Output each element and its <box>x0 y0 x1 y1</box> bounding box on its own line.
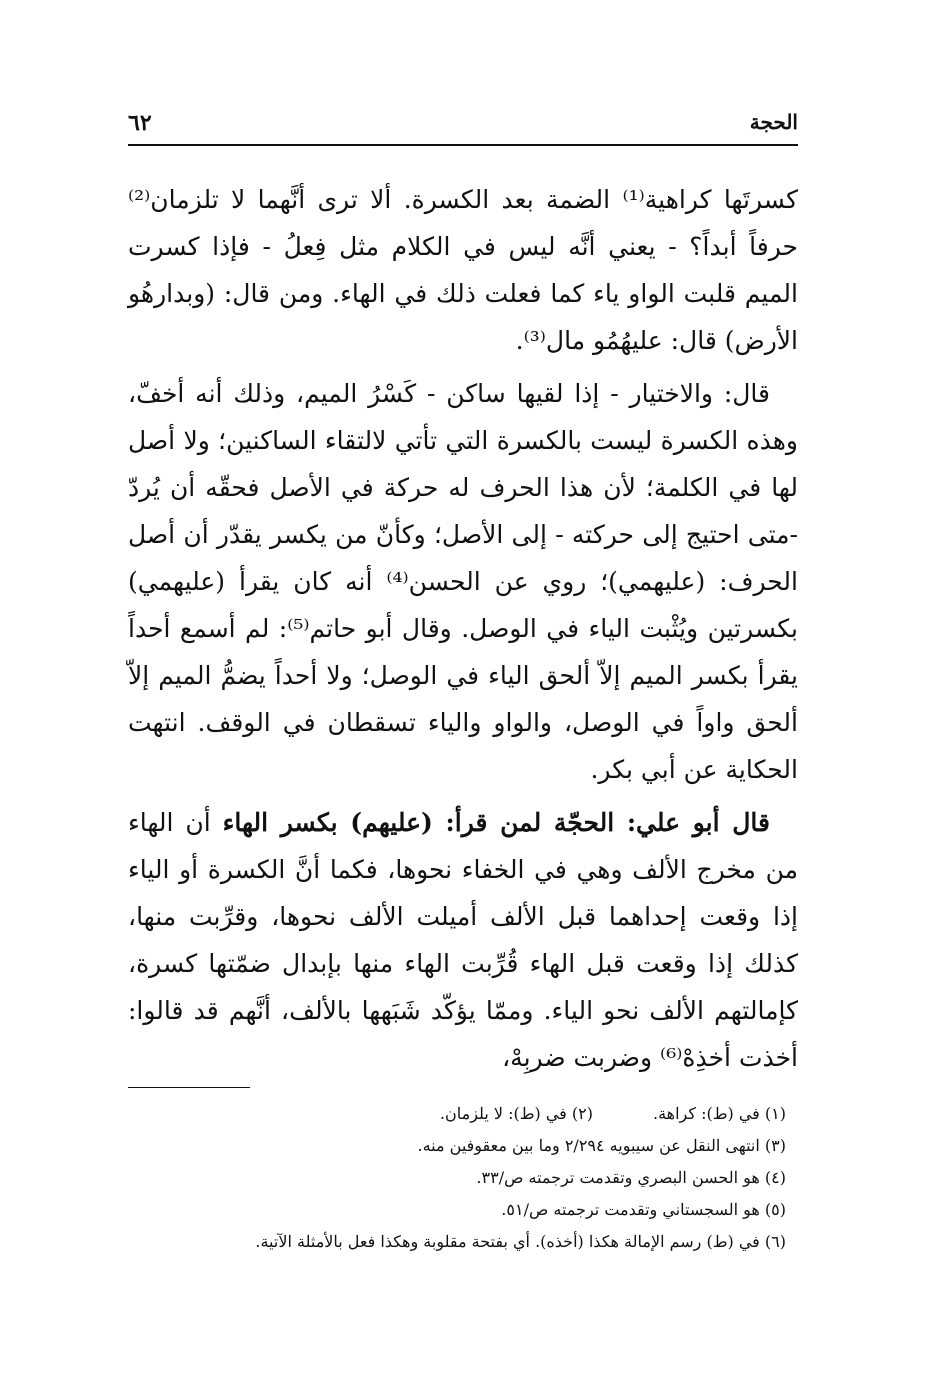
page-number: ٦٢ <box>128 110 152 136</box>
footnote-row-1-2 <box>128 1098 786 1130</box>
paragraph-3 <box>128 799 798 1081</box>
paragraph-3-rest: أن الهاء من مخرج الألف وهي في الخفاء نحوها، فكما أنَّ الكسرة أو الياء إذا وقعت إحداهما قبل الألف أميلت الألف نحوها، وقرِّبت منها، كذلك إذا وقعت قبل الهاء قُرِّبت الهاء منها بإبدال ضمّتها كسرة، كإمالتهم الألف نحو الياء. وممّا يؤكّد شَبَهها بالألف، أنَّهم قد قالوا: أخذت أخذِهْ⁽⁶⁾ وضربت ضربِهْ، <box>128 808 799 1072</box>
body-text <box>128 176 798 1081</box>
page-header <box>128 108 798 146</box>
footnote-2: (٢) في (ط): لا يلزمان. <box>439 1104 593 1123</box>
footnote-6: (٦) في (ط) رسم الإمالة هكذا (أخذه). أي بفتحة مقلوبة وهكذا فعل بالأمثلة الآتية. <box>255 1232 786 1251</box>
paragraph-3-lead: قال أبو علي: الحجّة لمن قرأ: (عليهم) بكسر الهاء <box>222 808 770 837</box>
footnote-5: (٥) هو السجستاني وتقدمت ترجمته ص/٥١. <box>501 1200 786 1219</box>
footnote-1: (١) في (ط): كراهة. <box>653 1104 786 1123</box>
paragraph-2: قال: والاختيار - إذا لقيها ساكن - كَسْرُ الميم، وذلك أنه أخفّ، وهذه الكسرة ليست بالكسرة التي تأتي لالتقاء الساكنين؛ ولا أصل لها في الكلمة؛ لأن هذا الحرف له حركة في الأصل فحقّه أن يُردّ -متى احتيج إلى حركته - إلى الأصل؛ وكأنّ من يكسر يقدّر أن أصل الحرف: (عليهمي)؛ روي عن الحسن⁽⁴⁾ أنه كان يقرأ (عليهمي) بكسرتين ويُثْبت الياء في الوصل. وقال أبو حاتم⁽⁵⁾: لم أسمع أحداً يقرأ بكسر الميم إلاّ ألحق الياء في الوصل؛ ولا أحداً يضمُّ الميم إلاّ ألحق واواً في الوصل، والواو والياء تسقطان في الوقف. انتهت الحكاية عن أبي بكر. <box>128 379 798 784</box>
footnote-3: (٣) انتهى النقل عن سيبويه ٢/٢٩٤ وما بين معقوفين منه. <box>417 1136 786 1155</box>
footnote-separator <box>128 1087 250 1088</box>
running-title: الحجة <box>749 110 798 134</box>
footnotes <box>128 1098 798 1258</box>
paragraph-1: كسرتَها كراهية⁽¹⁾ الضمة بعد الكسرة. ألا ترى أنَّهما لا تلزمان⁽²⁾ حرفاً أبداً؟ - يعني أنَّه ليس في الكلام مثل فِعلُ - فإذا كسرت الميم قلبت الواو ياء كما فعلت ذلك في الهاء. ومن قال: (وبدارهُو الأرض) قال: عليهُمُو مال⁽³⁾. <box>128 185 798 355</box>
footnote-4: (٤) هو الحسن البصري وتقدمت ترجمته ص/٣٣. <box>476 1168 786 1187</box>
book-page <box>128 108 798 1258</box>
